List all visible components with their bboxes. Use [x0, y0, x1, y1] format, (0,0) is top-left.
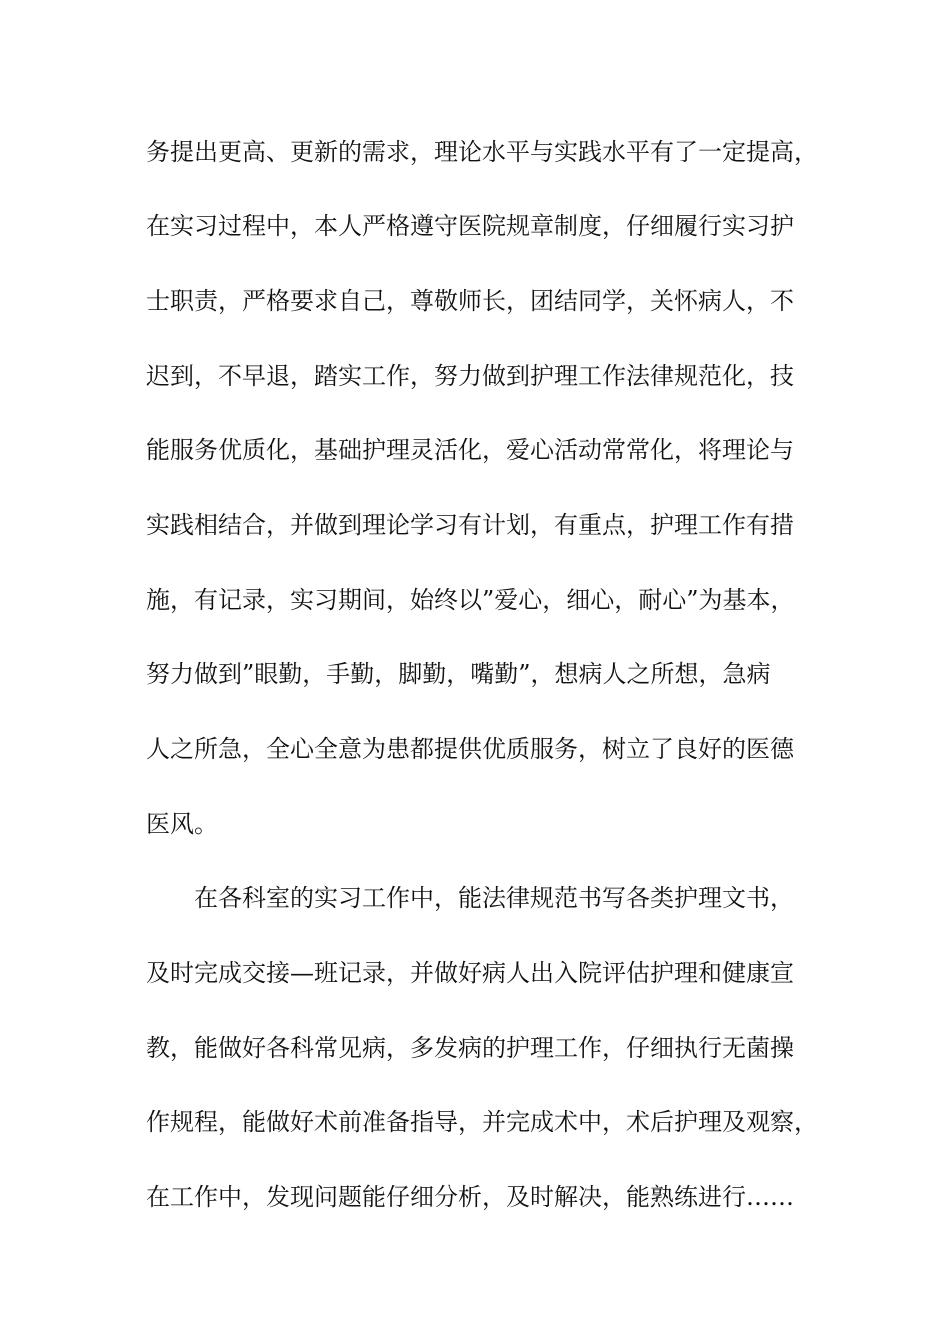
- text-line: 迟到，不早退，踏实工作，努力做到护理工作法律规范化，技: [146, 362, 794, 390]
- text-line: 能服务优质化，基础护理灵活化，爱心活动常常化，将理论与: [146, 436, 794, 464]
- paragraph-first-line: 在各科室的实习工作中，能法律规范书写各类护理文书，: [194, 884, 794, 912]
- text-line: 努力做到”眼勤，手勤，脚勤，嘴勤”，想病人之所想，急病: [146, 660, 771, 688]
- text-line: 人之所急，全心全意为患都提供优质服务，树立了良好的医德: [146, 735, 794, 763]
- text-line: 作规程，能做好术前准备指导，并完成术中，术后护理及观察，: [146, 1108, 818, 1136]
- text-line: 医风。: [146, 810, 218, 838]
- text-line: 实践相结合，并做到理论学习有计划，有重点，护理工作有措: [146, 511, 794, 539]
- text-line: 在实习过程中，本人严格遵守医院规章制度，仔细履行实习护: [146, 212, 794, 240]
- text-line: 及时完成交接—班记录，并做好病人出入院评估护理和健康宣: [146, 959, 794, 987]
- text-line: 务提出更高、更新的需求，理论水平与实践水平有了一定提高，: [146, 138, 818, 166]
- text-line: 在工作中，发现问题能仔细分析，及时解决，能熟练进行……: [146, 1183, 794, 1211]
- text-line: 施，有记录，实习期间，始终以”爱心，细心，耐心”为基本，: [146, 586, 795, 614]
- text-line: 教，能做好各科常见病，多发病的护理工作，仔细执行无菌操: [146, 1034, 794, 1062]
- text-line: 士职责，严格要求自己，尊敬师长，团结同学，关怀病人，不: [146, 287, 794, 315]
